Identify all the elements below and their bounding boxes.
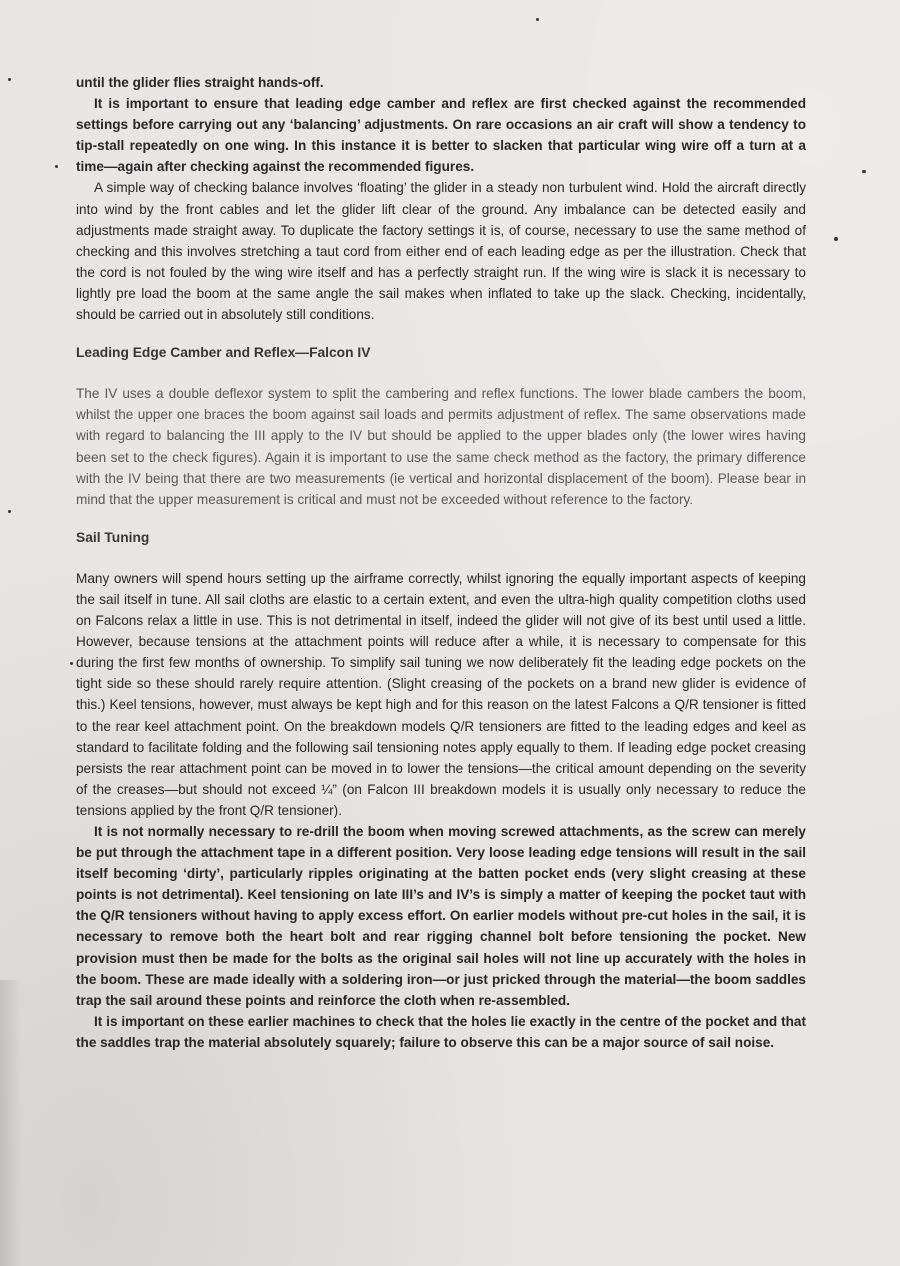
paragraph-redrill: It is not normally necessary to re-drill the boom when moving screwed attachments, as the screw can merely be put through the attachment tape in a different position. Very loose leading edge tensions will result in the sail itself becoming ‘dirty’, particularly ripples originating at the batten pocket ends (very slight creasing at these points is not detrimental). Keel tensioning on late III’s and IV’s is simply a matter of keeping the pocket taut with the Q/R tensioners without having to apply excess effort. On earlier models without pre-cut holes in the sail, it is necessary to remove both the heart bolt and rear rigging channel bolt before tensioning the pocket. New provision must then be made for the bolts as the original sail holes will not line up accurately with the holes in the boom. These are made ideally with a soldering iron—or just pricked through the material—the boom saddles trap the sail around these points and reinforce the cloth when re-assembled. [76, 824, 806, 1008]
heading-sail-tuning: Sail Tuning [76, 529, 150, 545]
heading-falcon-iv: Leading Edge Camber and Reflex—Falcon IV [76, 345, 371, 361]
speck [8, 78, 11, 81]
speck [70, 662, 73, 665]
paragraph-falcon-iv: The IV uses a double deflexor system to split the cambering and reflex functions. The lower blade cambers the boom, whilst the upper one braces the boom against sail loads and permits adjustment of reflex. The same observations made with regard to balancing the III apply to the IV but should be applied to the upper blades only (the lower wires having been set to the check figures). Again it is important to use the same check method as the factory, the primary difference with the IV being that there are two measurements (ie vertical and horizontal displacement of the boom). Please bear in mind that the upper measurement is critical and must not be exceeded without reference to the factory. [76, 386, 806, 507]
document-body [76, 72, 806, 1053]
scan-edge-shadow [0, 980, 22, 1266]
speck [55, 165, 58, 168]
paragraph-continuation: until the glider flies straight hands-off. [76, 75, 324, 90]
speck [8, 510, 11, 513]
paragraph-balancing: It is important to ensure that leading edge camber and reflex are first checked against the recommended settings before carrying out any ‘balancing’ adjustments. On rare occasions an air craft will show a tendency to tip-stall repeatedly on one wing. In this instance it is better to slacken that particular wing wire off a turn at a time—again after checking against the recommended figures. [76, 96, 806, 175]
speck [536, 18, 539, 21]
paragraph-earlier-machines: It is important on these earlier machines to check that the holes lie exactly in the centre of the pocket and that the saddles trap the material absolutely squarely; failure to observe this can be a major source of sail noise. [76, 1013, 806, 1050]
paragraph-floating: A simple way of checking balance involves ‘floating’ the glider in a steady non turbulent wind. Hold the aircraft directly into wind by the front cables and let the glider lift clear of the ground. Any imbalance can be detected easily and adjustments made straight away. To duplicate the factory settings it is, of course, necessary to use the same method of checking and this involves stretching a taut cord from either end of each leading edge as per the illustration. Check that the cord is not fouled by the wing wire itself and has a perfectly straight run. If the wing wire is slack it is necessary to lightly pre load the boom at the same angle the sail makes when inflated to take up the slack. Checking, incidentally, should be carried out in absolutely still conditions. [76, 180, 806, 323]
speck [834, 237, 838, 241]
speck [862, 170, 866, 173]
paragraph-sail-tuning: Many owners will spend hours setting up the airframe correctly, whilst ignoring the equally important aspects of keeping the sail itself in tune. All sail cloths are elastic to a certain extent, and even the ultra-high quality competition cloths used on Falcons relax a little in use. This is not detrimental in itself, indeed the glider will not give of its best until used a little. However, because tensions at the attachment points will reduce after a while, it is necessary to compensate for this during the first few months of ownership. To simplify sail tuning we now deliberately fit the leading edge pockets on the tight side so these should rarely require attention. (Slight creasing of the pockets on a brand new glider is evidence of this.) Keel tensions, however, must always be kept high and for this reason on the latest Falcons a Q/R tensioner is fitted to the rear keel attachment point. On the breakdown models Q/R tensioners are fitted to the leading edges and keel as standard to facilitate folding and the following sail tensioning notes apply equally to them. If leading edge pocket creasing persists the rear attachment point can be moved in to lower the tensions—the critical amount depending on the severity of the creases—but should not exceed ¼” (on Falcon III breakdown models it is usually only necessary to reduce the tensions applied by the front Q/R tensioner). [76, 570, 806, 818]
